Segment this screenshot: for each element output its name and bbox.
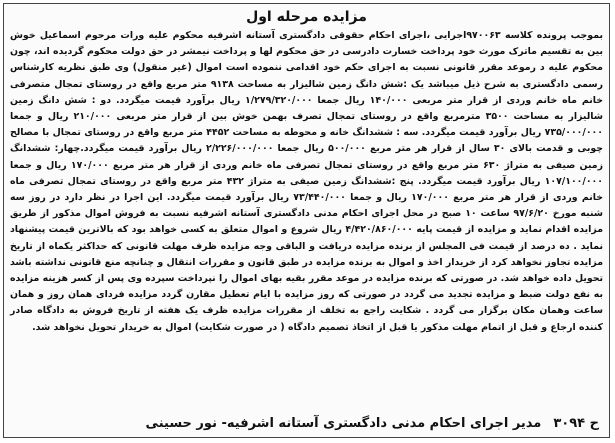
notice-signature: مدیر اجرای احکام مدنی دادگستری آستانه اشرفیه- نور حسینی bbox=[145, 416, 542, 431]
notice-code: ح ۳۰۹۴ bbox=[553, 416, 599, 431]
notice-title: مزایده مرحله اول bbox=[246, 9, 367, 25]
notice-paragraph: بموجب پرونده کلاسه ۹۷۰۰۶۳اجرایی ،اجرای احکام حقوقی دادگستری آستانه اشرفیه محکوم علیه ورات مرحوم اسماعیل خوش بین به تقسیم ماترک مورث خود پرداخت خسارت دادرسی در حق محکوم لها و پرداخت نیمشر در حق دولت محکوم گردیده اند، چون محکوم علیه د رموعد مقرر قانونی نسبت به اجرای حکم خود اقدامی ننموده است اموال (غیر منقول) وی طبق نظریه کارشناس رسمی دادگستری به شرح ذیل میباشد یک :شش دانگ زمین شالیزار به مساحت ۹۱۳۸ متر مربع واقع در روستای تمجال متصرفی خانم ماه خانم وردی از قرار متر مربعی ۱۴۰/۰۰۰ ریال جمعا ۱/۲۷۹/۳۲۰/۰۰۰ ریال برآورد قیمت میگردد. دو : شش دانگ زمین شالیزار به مساحت ۳۵۰۰ مترمربع واقع در روستای تمجال تصرف بهمن خوش بین از قرار متر مربعی ۲۱۰/۰۰۰ ریال و جمعا ۷۳۵/۰۰۰/۰۰۰ ریال برآورد قیمت میگردد. سه : ششدانگ خانه و محوطه به مساحت ۴۴۵۲ متر مربع واقع در روستای تمجال با مصالح چوبی و قدمت بالای ۳۰ سال از قرار هر متر مربع ۵۰۰/۰۰۰ ریال جمعا ۲/۲۲۶/۰۰۰/۰۰۰ ریال برآورد قیمت میگردد.چهار: ششدانگ زمین صیفی به متراژ ۶۳۰ متر مربع واقع در روستای تمجال تصرفی ماه خانم وردی از قرار هر متر مربع ۱۷۰/۰۰۰ ریال و جمعا ۱۰۷/۱۰۰/۰۰۰ ریال برآورد قیمت میگردد. پنج :ششدانگ زمین صیفی به متراژ ۴۳۲ متر مربع واقع در روستای تمجال تصرفی ماه خانم وردی از قرار هر متر مربع ۱۷۰/۰۰۰ ریال و جمعا ۷۳/۴۴۰/۰۰۰ ریال برآورد قیمت میگردد. این اجرا در نظر دارد در روز سه شنبه مورخ ۹۷/۶/۲۰ ساعت ۱۰ صبح در محل اجرای احکام مدنی دادگستری آستانه اشرفیه نسبت به فروش اموال مذکور از طریق مزایده اقدام نماید و مزایده از قیمت پایه ۴/۴۲۰/۸۶۰/۰۰۰ ریال شروع و اموال متعلق به کسی خواهد بود که بالاترین قیمت پیشنهاد نماید . ده درصد از قیمت فی المجلس از برنده مزایده دریافت و الباقی وجه مزایده ظرف مهلت قانونی که حداکثر یکماه از تاریخ مزایده تجاوز نخواهد کرد از خریدار اخذ و اموال به برنده مزایده در طبق قانون و مقررات انتقال و چنانچه منع قانونی نداشته باشد تحویل داده خواهد شد. در صورتی که برنده مزایده در موعد مقرر بقیه بهای اموال را نپرداخت سپرده وی پس از کسر هزینه مزایده به نفع دولت ضبط و مزایده تجدید می گردد در صورتی که روز مزایده با ایام تعطیل مقارن گردد مزایده فردای همان روز و همان ساعت وهمان مکان برگزار می گردد . شکایت راجع به تخلف از مقررات مزایده ظرف یک هفته از تاریخ فروش به دادگاه صادر کننده ارجاع و قبل از اتمام مهلت مذکور یا قبل از اتخاذ تصمیم دادگاه ( در صورت شکایت) اموال به خریدار تحویل نخواهد شد. bbox=[10, 30, 604, 333]
auction-notice bbox=[3, 3, 610, 438]
notice-body bbox=[10, 28, 603, 336]
notice-footer bbox=[4, 416, 609, 431]
